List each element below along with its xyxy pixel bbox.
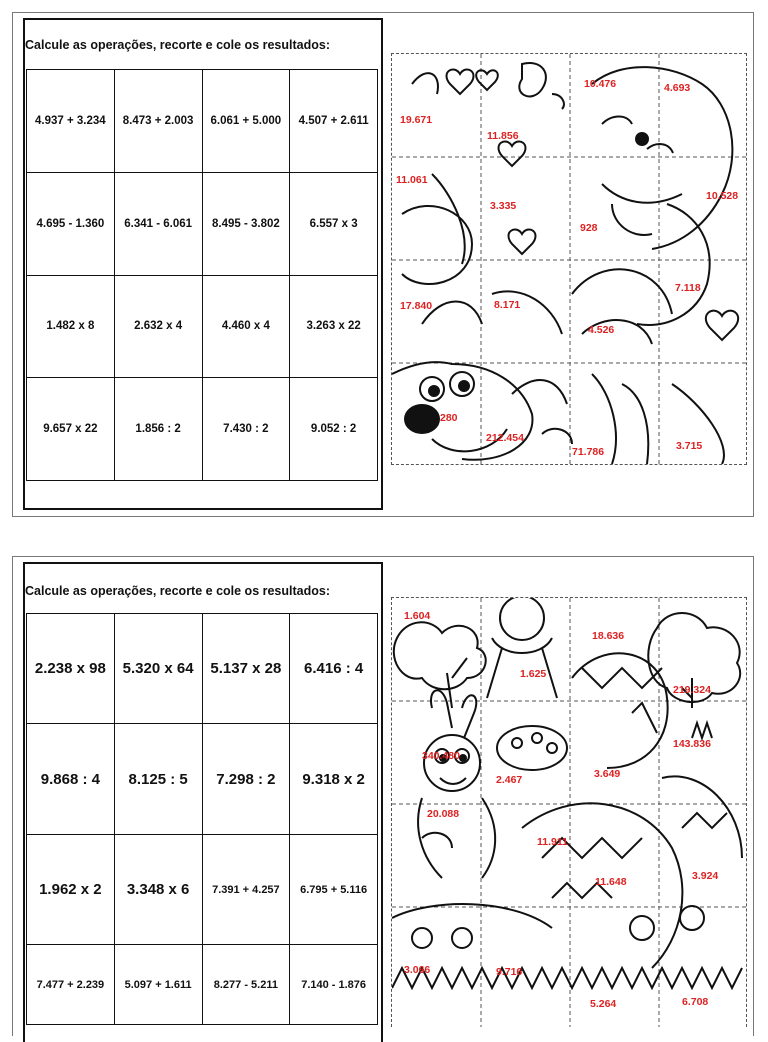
operation-cell: 1.482 x 8 bbox=[27, 275, 115, 378]
operations-table bbox=[26, 69, 378, 481]
table-row bbox=[27, 945, 378, 1025]
answer-label: 19.671 bbox=[400, 114, 433, 126]
operation-cell: 9.657 x 22 bbox=[27, 378, 115, 481]
operation-cell: 6.557 x 3 bbox=[290, 172, 378, 275]
answer-label: 280 bbox=[440, 412, 458, 424]
answer-label: 8.171 bbox=[494, 299, 521, 311]
worksheet-1 bbox=[12, 12, 754, 517]
answer-label: 3.715 bbox=[676, 440, 703, 452]
table-row bbox=[27, 378, 378, 481]
operation-cell: 6.795 + 5.116 bbox=[290, 834, 378, 944]
operation-cell: 5.097 + 1.611 bbox=[114, 945, 202, 1025]
table-row bbox=[27, 834, 378, 944]
operation-cell: 6.061 + 5.000 bbox=[202, 70, 290, 173]
answer-label: 3.649 bbox=[594, 768, 621, 780]
operation-cell: 7.430 : 2 bbox=[202, 378, 290, 481]
answer-label: 3.335 bbox=[490, 200, 517, 212]
operation-cell: 6.416 : 4 bbox=[290, 614, 378, 724]
operation-cell: 5.320 x 64 bbox=[114, 614, 202, 724]
operation-cell: 7.298 : 2 bbox=[202, 724, 290, 834]
table-row bbox=[27, 172, 378, 275]
operation-cell: 7.477 + 2.239 bbox=[27, 945, 115, 1025]
answer-label: 1.604 bbox=[404, 610, 431, 622]
answer-label: 17.840 bbox=[400, 300, 433, 312]
table-row bbox=[27, 70, 378, 173]
puzzle-picture bbox=[391, 53, 747, 465]
operation-cell: 8.277 - 5.211 bbox=[202, 945, 290, 1025]
answer-label: 11.911 bbox=[537, 836, 568, 848]
operation-cell: 2.632 x 4 bbox=[114, 275, 202, 378]
operation-cell: 7.140 - 1.876 bbox=[290, 945, 378, 1025]
operation-cell: 9.868 : 4 bbox=[27, 724, 115, 834]
operation-cell: 8.495 - 3.802 bbox=[202, 172, 290, 275]
operation-cell: 8.473 + 2.003 bbox=[114, 70, 202, 173]
answer-label: 143.836 bbox=[673, 738, 711, 750]
operation-cell: 8.125 : 5 bbox=[114, 724, 202, 834]
answer-label: 928 bbox=[580, 222, 598, 234]
operation-cell: 1.856 : 2 bbox=[114, 378, 202, 481]
answer-label: 11.648 bbox=[595, 876, 627, 888]
operation-cell: 4.695 - 1.360 bbox=[27, 172, 115, 275]
operation-cell: 5.137 x 28 bbox=[202, 614, 290, 724]
answer-label: 10.528 bbox=[706, 190, 739, 202]
table-row bbox=[27, 275, 378, 378]
operation-cell: 9.052 : 2 bbox=[290, 378, 378, 481]
answer-label: 10.476 bbox=[584, 78, 617, 90]
answer-label: 1.625 bbox=[520, 668, 547, 680]
answer-label: 20.088 bbox=[427, 808, 460, 820]
operation-cell: 1.962 x 2 bbox=[27, 834, 115, 944]
operation-cell: 4.937 + 3.234 bbox=[27, 70, 115, 173]
instruction-text: Calcule as operações, recorte e cole os resultados: bbox=[25, 584, 330, 598]
instruction-text: Calcule as operações, recorte e cole os resultados: bbox=[25, 38, 330, 52]
answer-label: 3.924 bbox=[692, 870, 719, 882]
answer-label: 340.480 bbox=[422, 750, 460, 762]
operation-cell: 3.263 x 22 bbox=[290, 275, 378, 378]
table-row bbox=[27, 724, 378, 834]
answer-label: 4.526 bbox=[588, 324, 615, 336]
answer-label: 3.066 bbox=[404, 964, 431, 976]
puzzle-picture bbox=[391, 597, 747, 1027]
answer-label: 71.786 bbox=[572, 446, 605, 458]
answer-label: 11.061 bbox=[396, 174, 428, 186]
mouse-drawing bbox=[392, 54, 747, 465]
answer-label: 4.693 bbox=[664, 82, 691, 94]
answer-label: 9.716 bbox=[496, 966, 523, 978]
answer-label: 219.324 bbox=[673, 684, 711, 696]
operations-table bbox=[26, 613, 378, 1025]
operation-cell: 2.238 x 98 bbox=[27, 614, 115, 724]
answer-label: 2.467 bbox=[496, 774, 523, 786]
operation-cell: 9.318 x 2 bbox=[290, 724, 378, 834]
answer-label: 11.856 bbox=[487, 130, 519, 142]
answer-label: 18.636 bbox=[592, 630, 625, 642]
answer-label: 7.118 bbox=[675, 282, 701, 294]
table-row bbox=[27, 614, 378, 724]
operation-cell: 4.507 + 2.611 bbox=[290, 70, 378, 173]
answer-label: 6.708 bbox=[682, 996, 709, 1008]
operation-cell: 7.391 + 4.257 bbox=[202, 834, 290, 944]
operation-cell: 3.348 x 6 bbox=[114, 834, 202, 944]
answer-label: 212.454 bbox=[486, 432, 524, 444]
operation-cell: 4.460 x 4 bbox=[202, 275, 290, 378]
answer-label: 5.264 bbox=[590, 998, 617, 1010]
operation-cell: 6.341 - 6.061 bbox=[114, 172, 202, 275]
worksheet-2 bbox=[12, 556, 754, 1036]
